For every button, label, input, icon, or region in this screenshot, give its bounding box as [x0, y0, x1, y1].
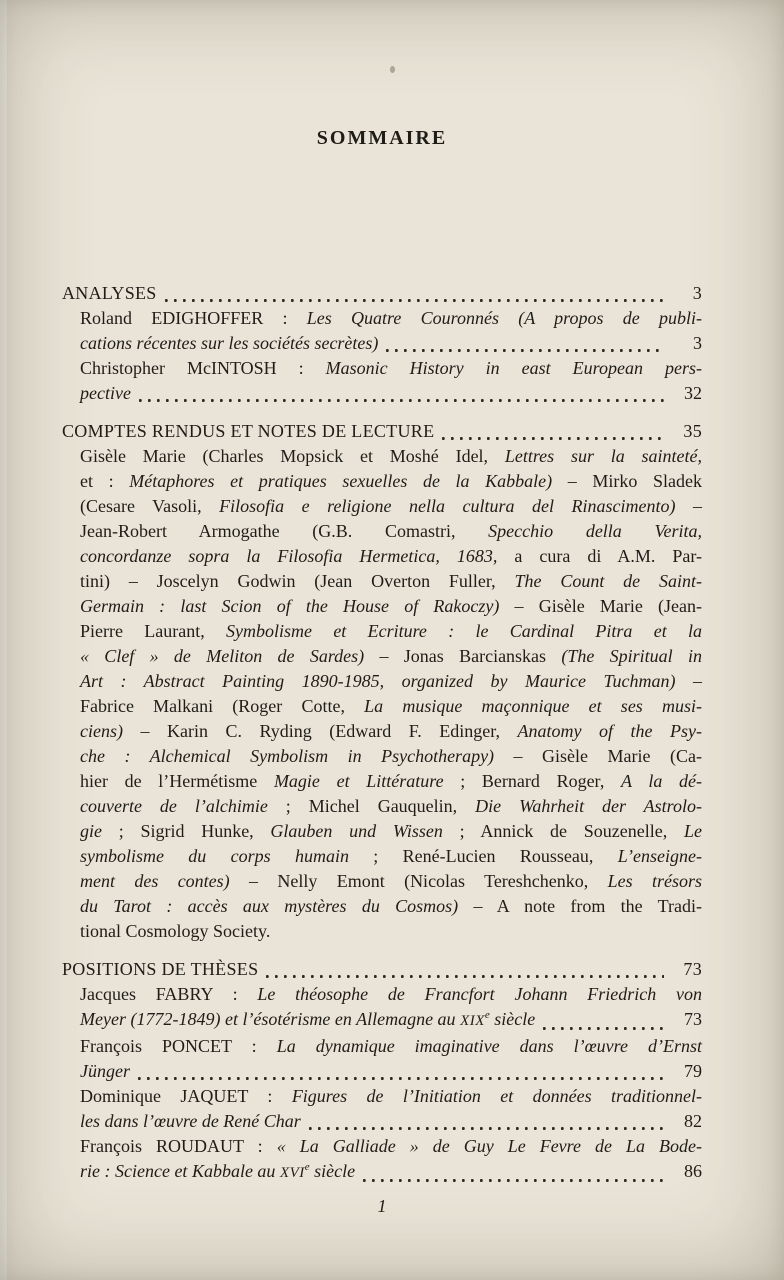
text-run: – — [675, 496, 703, 516]
text-run: Figures de l’Initiation et données traditionnel- — [291, 1086, 702, 1106]
text-run: François PONCET : — [80, 1036, 277, 1056]
text-run: – A note from the Tradi- — [458, 896, 702, 916]
text-run: gie — [80, 821, 102, 841]
text-run: XIX — [460, 1013, 485, 1029]
toc-line — [80, 769, 702, 794]
text-run: Dominique JAQUET : — [80, 1086, 292, 1106]
text-run: Christopher McINTOSH : — [80, 358, 326, 378]
toc-line — [80, 919, 702, 944]
text-run: – Mirko Sladek — [552, 471, 702, 491]
toc-line — [80, 331, 702, 356]
text-run: – — [675, 671, 703, 691]
dotted-leader — [543, 1027, 664, 1030]
text-run: Die Wahrheit der Astrolo- — [475, 796, 702, 816]
text-run: ; René-Lucien Rousseau, — [348, 846, 618, 866]
text-run: Le théosophe de Francfort Johann Friedrich von — [257, 984, 702, 1004]
dotted-leader — [138, 1077, 664, 1080]
page-content — [62, 0, 702, 1219]
toc-line — [80, 494, 702, 519]
text-run: ANALYSES — [62, 283, 157, 303]
toc-line — [80, 1059, 702, 1084]
text-run: – Gisèle Marie (Ca- — [494, 746, 702, 766]
text-run: Les trésors — [607, 871, 702, 891]
toc-line — [80, 594, 702, 619]
text-run: Masonic History in east European pers- — [325, 358, 702, 378]
page-number: 82 — [684, 1111, 702, 1131]
toc-item — [62, 1034, 702, 1084]
toc-item — [62, 982, 702, 1034]
text-run: The Count de Saint- — [514, 571, 702, 591]
text-run: et : — [80, 471, 130, 491]
text-run: Meyer (1772-1849) et l’ésotérisme en Allemagne au — [80, 1009, 461, 1029]
text-run: Jacques FABRY : — [80, 984, 258, 1004]
toc-line — [80, 794, 702, 819]
toc-line — [62, 419, 702, 444]
toc-line — [62, 957, 702, 982]
text-run: François ROUDAUT : — [80, 1136, 277, 1156]
toc-line — [80, 444, 702, 469]
dotted-leader — [309, 1127, 664, 1130]
text-run: Pierre Laurant, — [80, 621, 227, 641]
text-run: Le — [683, 821, 702, 841]
toc-line — [80, 744, 702, 769]
text-run: Lettres sur la sainteté, — [504, 446, 702, 466]
toc-line — [80, 819, 702, 844]
text-run: Gisèle Marie (Charles Mopsick et Moshé Idel, — [80, 446, 505, 466]
text-run: A la dé- — [621, 771, 703, 791]
toc-heading — [62, 281, 702, 306]
text-run: ; Annick de Souzenelle, — [442, 821, 684, 841]
toc-line — [80, 694, 702, 719]
toc-heading — [62, 419, 702, 444]
text-run: (The Spiritual in — [561, 646, 702, 666]
text-run: ment des contes) — [80, 871, 230, 891]
text-run: Art : Abstract Painting 1890-1985, organized by Maurice Tuchman) — [80, 671, 676, 691]
text-run: tini) – Joscelyn Godwin (Jean Overton Fuller, — [80, 571, 515, 591]
text-run: La dynamique imaginative dans l’œuvre d’Ernst — [276, 1036, 702, 1056]
text-run: e — [484, 1009, 490, 1021]
text-run: du Tarot : accès aux mystères du Cosmos) — [80, 896, 459, 916]
text-run: XVI — [279, 1165, 305, 1181]
text-run: Anatomy of the Psy- — [517, 721, 702, 741]
toc-text — [80, 381, 131, 406]
toc-text — [80, 1159, 355, 1186]
toc-item — [62, 306, 702, 356]
toc-line — [80, 869, 702, 894]
toc-item — [62, 356, 702, 406]
text-run: siècle — [309, 1161, 356, 1181]
text-run: ciens) — [80, 721, 123, 741]
toc-line — [80, 1109, 702, 1134]
text-run: siècle — [489, 1009, 536, 1029]
text-run: che : Alchemical Symbolism in Psychotherapy) — [80, 746, 495, 766]
toc-line — [80, 669, 702, 694]
dotted-leader — [165, 299, 664, 302]
toc-line — [80, 381, 702, 406]
text-run: hier de l’Hermétisme — [80, 771, 274, 791]
text-run: couverte de l’alchimie — [80, 796, 268, 816]
text-run: rie : Science et Kabbale au — [80, 1161, 280, 1181]
text-run: Filosofia e religione nella cultura del Rinascimento) — [219, 496, 676, 516]
toc-line — [80, 1084, 702, 1109]
text-run: pective — [80, 383, 131, 403]
text-run: « La Galliade » de Guy Le Fevre de La Bode- — [276, 1136, 702, 1156]
text-run: Jünger — [80, 1061, 130, 1081]
text-run: POSITIONS DE THÈSES — [62, 959, 259, 979]
text-run: Jean-Robert Armogathe (G.B. Comastri, — [80, 521, 489, 541]
toc-line — [80, 519, 702, 544]
toc-line — [62, 281, 702, 306]
toc-text — [80, 1109, 301, 1134]
page-number: 86 — [684, 1161, 702, 1181]
footer-page-number: 1 — [377, 1196, 387, 1216]
toc-line — [80, 1034, 702, 1059]
page-number: 79 — [684, 1061, 702, 1081]
dotted-leader — [139, 399, 664, 402]
page-number: 35 — [683, 421, 702, 441]
text-run: Fabrice Malkani (Roger Cotte, — [80, 696, 365, 716]
dotted-leader — [442, 437, 664, 440]
text-run: tional Cosmology Society. — [80, 921, 271, 941]
toc-line — [80, 644, 702, 669]
toc-entries — [62, 281, 702, 1186]
text-run: COMPTES RENDUS ET NOTES DE LECTURE — [62, 421, 435, 441]
text-run: ; Michel Gauquelin, — [267, 796, 476, 816]
toc-text — [62, 281, 157, 306]
text-run: Métaphores et pratiques sexuelles de la Kabbale) — [129, 471, 553, 491]
text-run: Glauben und Wissen — [270, 821, 443, 841]
toc-heading — [62, 957, 702, 982]
text-run: Roland EDIGHOFFER : — [80, 308, 307, 328]
text-run: – Karin C. Ryding (Edward F. Edinger, — [122, 721, 518, 741]
toc-line — [80, 469, 702, 494]
text-run: – Nelly Emont (Nicolas Tereshchenko, — [229, 871, 608, 891]
toc-text — [80, 1007, 535, 1034]
toc-text — [80, 331, 378, 356]
text-run: « Clef » de Meliton de Sardes) — [80, 646, 365, 666]
toc-line — [80, 1159, 702, 1186]
text-run: a cura di A.M. Par- — [497, 546, 702, 566]
toc-line — [80, 306, 702, 331]
page-number: 3 — [692, 283, 702, 303]
dotted-leader — [266, 975, 664, 978]
text-run: symbolisme du corps humain — [80, 846, 349, 866]
toc-line — [80, 982, 702, 1007]
text-run: ; Bernard Roger, — [443, 771, 622, 791]
page-title: SOMMAIRE — [316, 127, 448, 149]
text-run: e — [304, 1161, 310, 1173]
page-number: 73 — [683, 959, 702, 979]
toc-line — [80, 619, 702, 644]
text-run: Germain : last Scion of the House of Rakoczy) — [80, 596, 500, 616]
page-number: 73 — [684, 1009, 702, 1029]
toc-line — [80, 1134, 702, 1159]
toc-text — [62, 957, 258, 982]
text-run: Specchio della Verita, — [488, 521, 702, 541]
text-run: (Cesare Vasoli, — [80, 496, 220, 516]
dotted-leader — [386, 349, 664, 352]
page-number: 32 — [684, 383, 702, 403]
toc-line — [80, 569, 702, 594]
toc-text — [80, 1059, 130, 1084]
toc-line — [80, 356, 702, 381]
toc-item — [62, 1084, 702, 1134]
toc-item — [62, 1134, 702, 1186]
toc-line — [80, 1007, 702, 1034]
text-run: ; Sigrid Hunke, — [102, 821, 271, 841]
toc-line — [80, 894, 702, 919]
text-run: concordanze sopra la Filosofia Hermetica, 1683, — [80, 546, 498, 566]
toc-line — [80, 544, 702, 569]
toc-text — [62, 419, 434, 444]
text-run: Magie et Littérature — [273, 771, 444, 791]
toc-line — [80, 719, 702, 744]
dotted-leader — [363, 1179, 664, 1182]
page-number: 3 — [693, 333, 702, 353]
text-run: L’enseigne- — [617, 846, 702, 866]
text-run: – Gisèle Marie (Jean- — [499, 596, 703, 616]
text-run: – Jonas Barcianskas — [364, 646, 562, 666]
toc-line — [80, 844, 702, 869]
text-run: cations récentes sur les sociétés secrètes) — [80, 333, 379, 353]
text-run: La musique maçonnique et ses musi- — [364, 696, 702, 716]
text-run: les dans l’œuvre de René Char — [80, 1111, 301, 1131]
text-run: Symbolisme et Ecriture : le Cardinal Pitra et la — [226, 621, 702, 641]
toc-paragraph — [62, 444, 702, 944]
text-run: Les Quatre Couronnés (A propos de publi- — [306, 308, 702, 328]
